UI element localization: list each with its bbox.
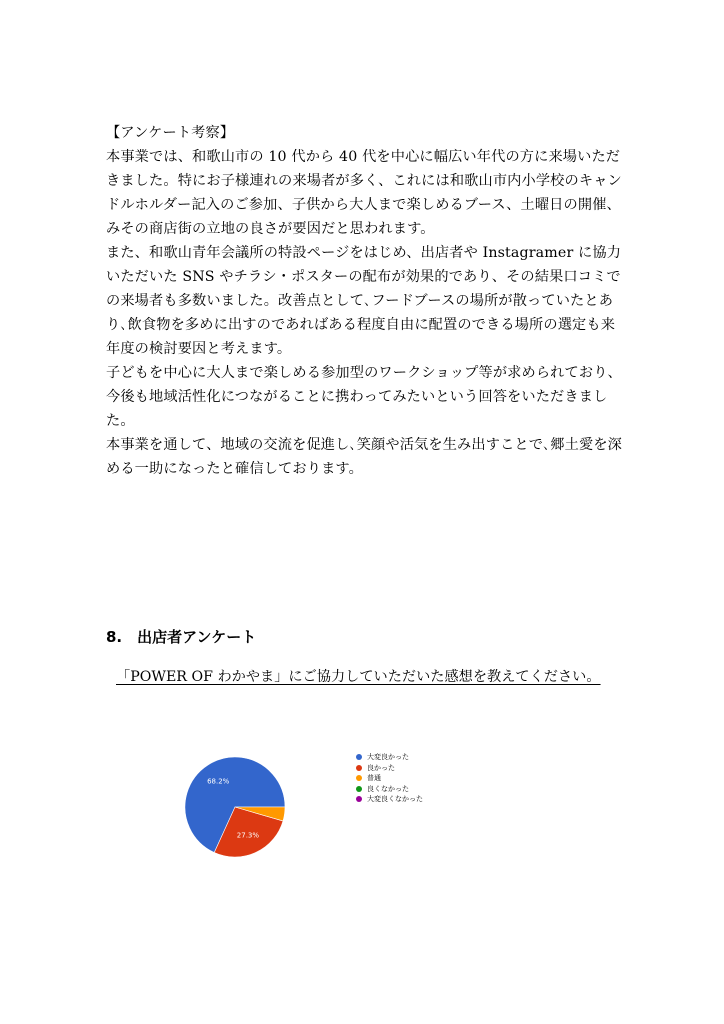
legend-swatch <box>356 796 362 802</box>
survey-review-heading: 【アンケート考察】 <box>106 125 235 141</box>
legend-swatch <box>356 754 362 760</box>
review-paragraph-4: 本事業を通して、地域の交流を促進し､笑顔や活気を生み出すことで､郷土愛を深める一助になったと確信しております。 <box>106 437 623 477</box>
legend-label: 良くなかった <box>367 784 409 793</box>
legend-item <box>356 752 423 763</box>
review-paragraph-2: また、和歌山青年会議所の特設ページをはじめ、出店者や Instagramer に協力いただいた SNS やチラシ・ポスターの配布が効果的であり、その結果口コミでの来場者も多数いました。改善点として､フードブースの場所が散っていたとあり､飲食物を多めに出すのであればある程度自由に配置のできる場所の選定も来年度の検討要因と考えます。 <box>106 245 622 357</box>
legend-item <box>356 794 423 805</box>
survey-review-section <box>106 121 626 481</box>
vendor-survey-question: 「POWER OF わかやま」にご協力していただいた感想を教えてください。 <box>116 669 601 685</box>
legend-swatch <box>356 765 362 771</box>
legend-label: 良かった <box>367 763 395 772</box>
legend-item <box>356 773 423 784</box>
vendor-survey-heading: 8. 出店者アンケート <box>106 628 257 646</box>
review-paragraph-3: 子どもを中心に大人まで楽しめる参加型のワークショップ等が求められており、今後も地域活性化につながることに携わってみたいという回答をいただきました。 <box>106 365 622 429</box>
pie-data-label: 68.2% <box>207 777 230 786</box>
review-paragraph-1: 本事業では、和歌山市の 10 代から 40 代を中心に幅広い年代の方に来場いただきました。特にお子様連れの来場者が多く、これには和歌山市内小学校のキャンドルホルダー記入のご参加、子供から大人まで楽しめるブース、土曜日の開催、みその商店街の立地の良さが要因だと思われます。 <box>106 149 622 237</box>
legend-item <box>356 784 423 795</box>
legend-label: 大変良くなかった <box>367 795 423 804</box>
legend-swatch <box>356 786 362 792</box>
legend-item <box>356 763 423 774</box>
satisfaction-pie-chart <box>180 752 290 862</box>
pie-data-label: 27.3% <box>236 831 260 840</box>
chart-legend <box>356 752 423 805</box>
legend-label: 大変良かった <box>367 753 409 762</box>
legend-label: 普通 <box>367 774 381 783</box>
legend-swatch <box>356 775 362 781</box>
